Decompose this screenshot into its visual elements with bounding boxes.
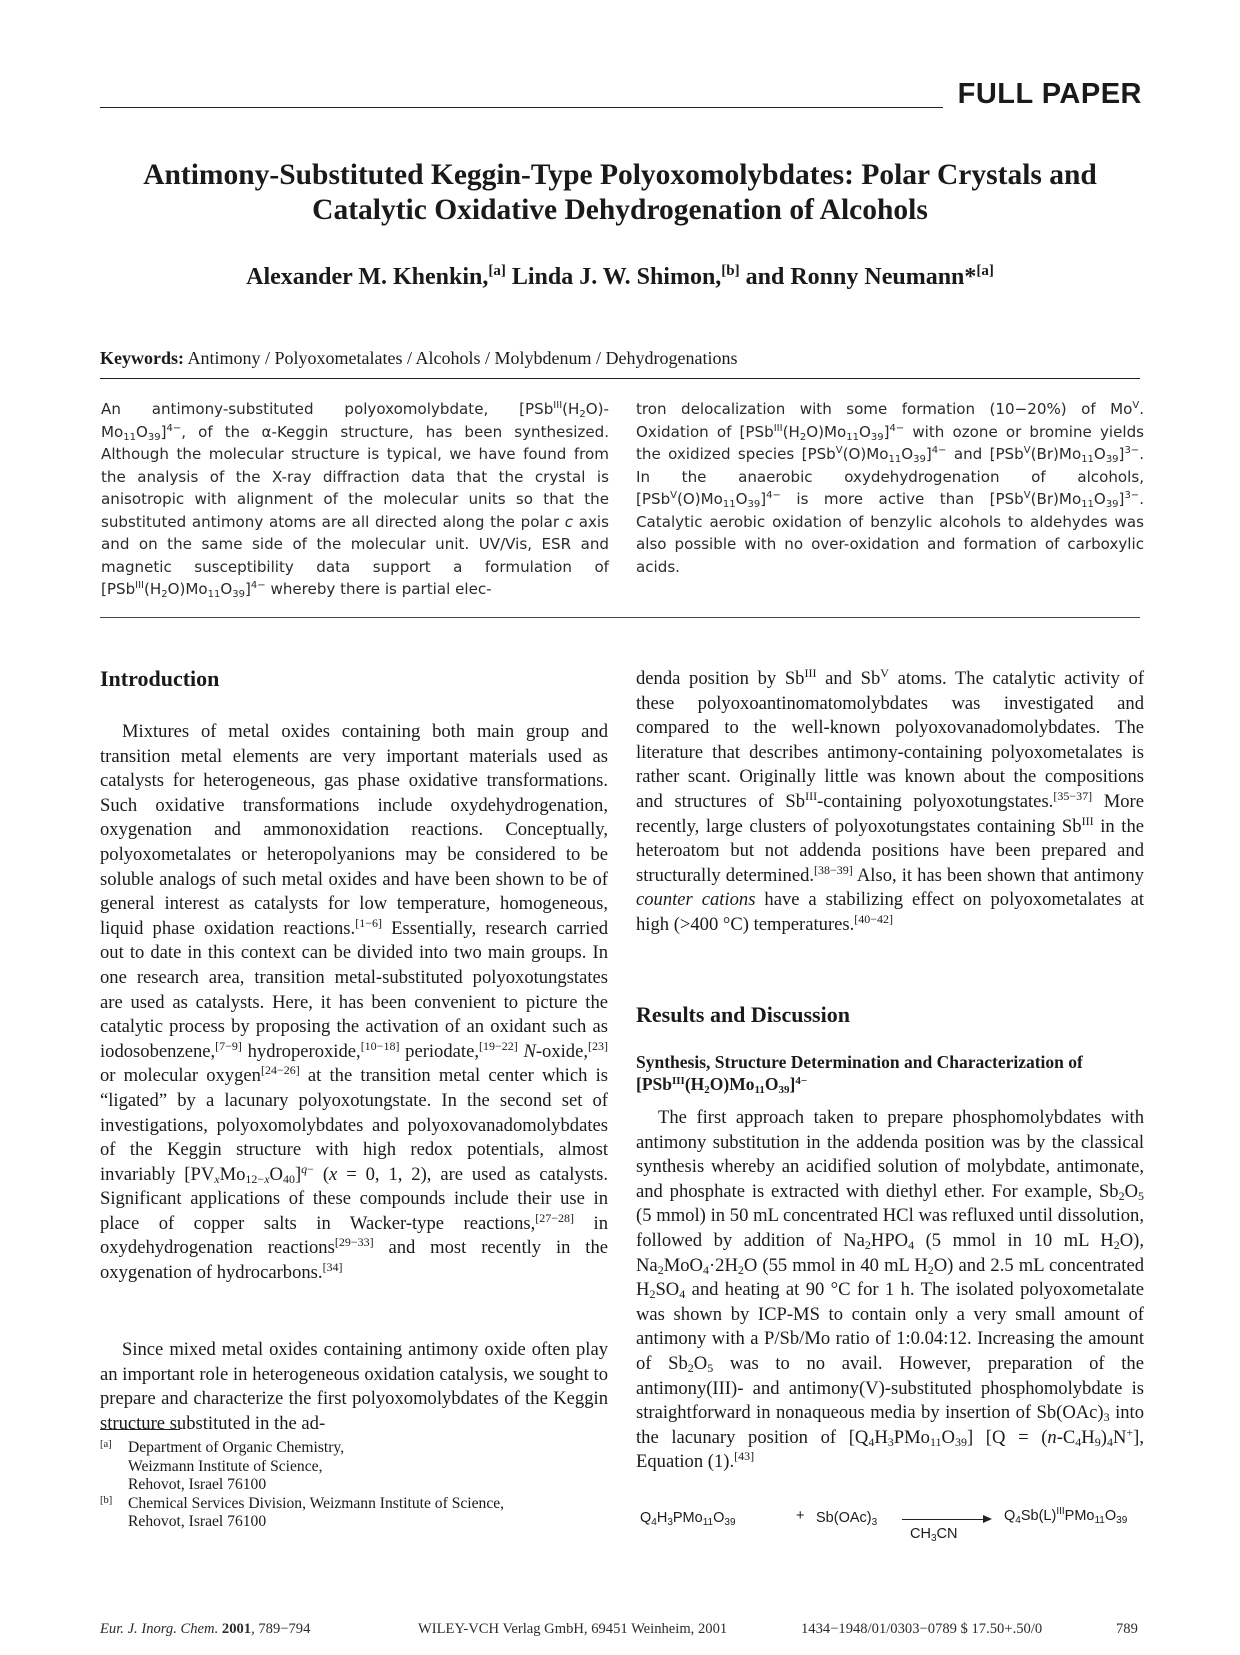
keywords-rule: [100, 378, 1140, 379]
footnote-line: Chemical Services Division, Weizmann Institute of Science,: [128, 1494, 505, 1512]
author-name: Linda J. W. Shimon,: [511, 264, 722, 290]
title-line-1: Antimony-Substituted Keggin-Type Polyoxomolybdates: Polar Crystals and: [143, 159, 1097, 191]
results-paragraph-1: The first approach taken to prepare phosphomolybdates with antimony substitution in the addenda position was by the classical synthesis whereby an acidified solution of molybdate, antimonate, and phosphate is extracted with diethyl ether. For example, $Sb_2O_5$ (5 mmol) in 50 mL concentrated HCl was refluxed until dissolution, followed by addition of $Na_2HPO_4$ (5 mmol in 10 mL $H_2O$), $Na_2MoO_4\cdot 2H_2O$ (55 mmol in 40 mL $H_2O$) and 2.5 mL concentrated $H_2SO_4$ and heating at 90 °C for 1 h. The isolated polyoxometalate was shown by ICP-MS to contain only a very small amount of antimony with a P/Sb/Mo ratio of 1:0.04:12. Increasing the amount of $Sb_2O_5$ was to no avail. However, preparation of the antimony(III)- and antimony(V)-substituted phosphomolybdate is straightforward in nonaqueous media by insertion of $Sb(OAc)_3$ into the lacunary position of $[Q_4H_3PMo_{11}O_{39}] [Q = (n-C_4H_9)_4N^+]$, Equation (1).[43]: [636, 1107, 1144, 1473]
paper-title: [100, 158, 1140, 228]
subsection-heading-text: Synthesis, Structure Determination and Characterization of: [636, 1052, 1083, 1072]
reaction-product: $Q_4Sb(L)^{III}PMo_{11}O_{39}$: [1004, 1506, 1128, 1526]
header-rule: [100, 107, 943, 108]
footnote-mark: [a]: [100, 1439, 112, 1450]
author-name: Alexander M. Khenkin,: [246, 264, 489, 290]
abstract-column-left: An antimony-substituted polyoxomolybdate, $[PSb^{III}(H_2O)-Mo_{11}O_{39}]^{4-}$, of the α-Keggin structure, has been synthesized. Although the molecular structure is typical, we have found from the analysis of the X-ray diffraction data that the crystal is anisotropic with alignment of the molecular units so that the substituted antimony atoms are all directed along the polar c axis and on the same side of the molecular unit. UV/Vis, ESR and magnetic susceptibility data support a formulation of $[PSb^{III}(H_2O)Mo_{11}O_{39}]^{4-}$ whereby there is partial elec-: [101, 400, 609, 600]
affiliation-footnotes: [100, 1439, 600, 1532]
reaction-plus: +: [796, 1508, 805, 1524]
affiliation-mark: [a]: [488, 263, 506, 279]
footnote-line: Rehovot, Israel 76100: [128, 1476, 267, 1493]
footer-pages: , 789−794: [251, 1621, 311, 1637]
abstract-column-right: tron delocalization with some formation (10−20%) of $Mo^V$. Oxidation of $[PSb^{III}(H_2O)Mo_{11}O_{39}]^{4-}$ with ozone or bromine yields the oxidized species $[PSb^V(O)Mo_{11}O_{39}]^{4-}$ and $[PSb^V(Br)Mo_{11}O_{39}]^{3-}$. In the anaerobic oxydehydrogenation of alcohols, $[PSb^V(O)Mo_{11}O_{39}]^{4-}$ is more active than $[PSb^V(Br)Mo_{11}O_{39}]^{3-}$. Catalytic aerobic oxidation of benzylic alcohols to aldehydes was also possible with no over-oxidation and formation of carboxylic acids.: [636, 400, 1145, 576]
subsection-heading-formula: $[PSb^{III}(H_2O)Mo_{11}O_{39}]^{4-}$: [636, 1074, 808, 1096]
introduction-continued: denda position by $Sb^{III}$ and $Sb^V$ atoms. The catalytic activity of these polyoxoantinomatomolybdates was investigated and compared to the well-known polyoxovanadomolybdates. The literature that describes antimony-containing polyoxometalates is rather scant. Originally little was known about the compositions and structures of $Sb^{III}$-containing polyoxotungstates.[35−37] More recently, large clusters of polyoxotungstates containing $Sb^{III}$ in the heteroatom but not addenda positions have been prepared and structurally determined.[38−39] Also, it has been shown that antimony counter cations have a stabilizing effect on polyoxometalates at high (>400 °C) temperatures.[40−42]: [636, 666, 1145, 935]
reaction-solvent: $CH_3CN$: [910, 1526, 958, 1544]
section-label: FULL PAPER: [957, 78, 1142, 110]
footer-citation: [100, 1621, 310, 1638]
author-name: Ronny Neumann*: [790, 264, 977, 290]
section-heading-introduction: Introduction: [100, 666, 220, 691]
footnote-b: [100, 1495, 600, 1532]
keywords-text: Antimony / Polyoxometalates / Alcohols / Molybdenum / Dehydrogenations: [187, 348, 738, 368]
footer-page-number: 789: [1116, 1621, 1138, 1637]
title-line-2: Catalytic Oxidative Dehydrogenation of Alcohols: [312, 194, 928, 226]
reactant-1: $Q_4H_3PMo_{11}O_{39}$: [640, 1510, 736, 1528]
footer-year: 2001: [221, 1621, 252, 1637]
reactant-2: $Sb(OAc)_3$: [816, 1510, 878, 1528]
section-heading-results: Results and Discussion: [636, 1002, 850, 1027]
subsection-heading: [636, 1051, 1144, 1095]
introduction-paragraph-2: Since mixed metal oxides containing antimony oxide often play an important role in heterogeneous oxidation catalysis, we sought to prepare and characterize the first polyoxomolybdates of the Keggin structure substituted in the ad-: [100, 1339, 608, 1434]
footnote-rule: [100, 1429, 180, 1430]
footer-issn: 1434−1948/01/0303−0789 $ 17.50+.50/0: [801, 1621, 1043, 1637]
footnote-line: Department of Organic Chemistry,: [128, 1439, 345, 1456]
introduction-paragraph-1: Mixtures of metal oxides containing both main group and transition metal elements are very important materials used as catalysts for heterogeneous, gas phase oxidative transformations. Such oxidative transformations include oxydehydrogenation, oxygenation and ammonoxidation reactions. Conceptually, polyoxometalates or heteropolyanions may be considered to be soluble analogs of such metal oxides and have been shown to be of general interest as catalysts for low temperature, homogeneous, liquid phase oxidation reactions.[1−6] Essentially, research carried out to date in this context can be divided into two main groups. In one research area, transition metal-substituted polyoxotungstates are used as catalysts. Here, it has been convenient to picture the catalytic process by proposing the activation of an oxidant such as iodosobenzene,[7−9] hydroperoxide,[10−18] periodate,[19−22] N-oxide,[23] or molecular oxygen[24−26] at the transition metal center which is “ligated” by a lacunary polyoxotungstate. In the second set of investigations, polyoxomolybdates and polyoxovanadomolybdates of the Keggin structure with high redox potentials, almost invariably $[PV_xMo_{12-x}O_{40}]^{q-}$ (x = 0, 1, 2), are used as catalysts. Significant applications of these compounds include their use in place of copper salts in Wacker-type reactions,[27−28] in oxydehydrogenation reactions[29−33] and most recently in the oxygenation of hydrocarbons.[34]: [100, 721, 609, 1284]
affiliation-mark: [b]: [721, 263, 740, 279]
footnote-line: Rehovot, Israel 76100: [128, 1513, 267, 1530]
reaction-arrow: [902, 1519, 990, 1520]
footer-publisher: WILEY-VCH Verlag GmbH, 69451 Weinheim, 2001: [418, 1621, 728, 1637]
footnote-mark: [b]: [100, 1494, 113, 1506]
affiliation-mark: [a]: [976, 263, 994, 279]
reaction-equation: [640, 1508, 1140, 1548]
author-list: [100, 262, 1140, 292]
keywords: [100, 346, 1140, 370]
footnote-a: [100, 1439, 600, 1495]
abstract-rule: [100, 617, 1140, 618]
footer-journal: Eur. J. Inorg. Chem.: [100, 1621, 219, 1637]
author-conjunction: and: [745, 264, 785, 290]
keywords-label: Keywords:: [100, 348, 184, 368]
footnote-line: Weizmann Institute of Science,: [128, 1457, 323, 1475]
